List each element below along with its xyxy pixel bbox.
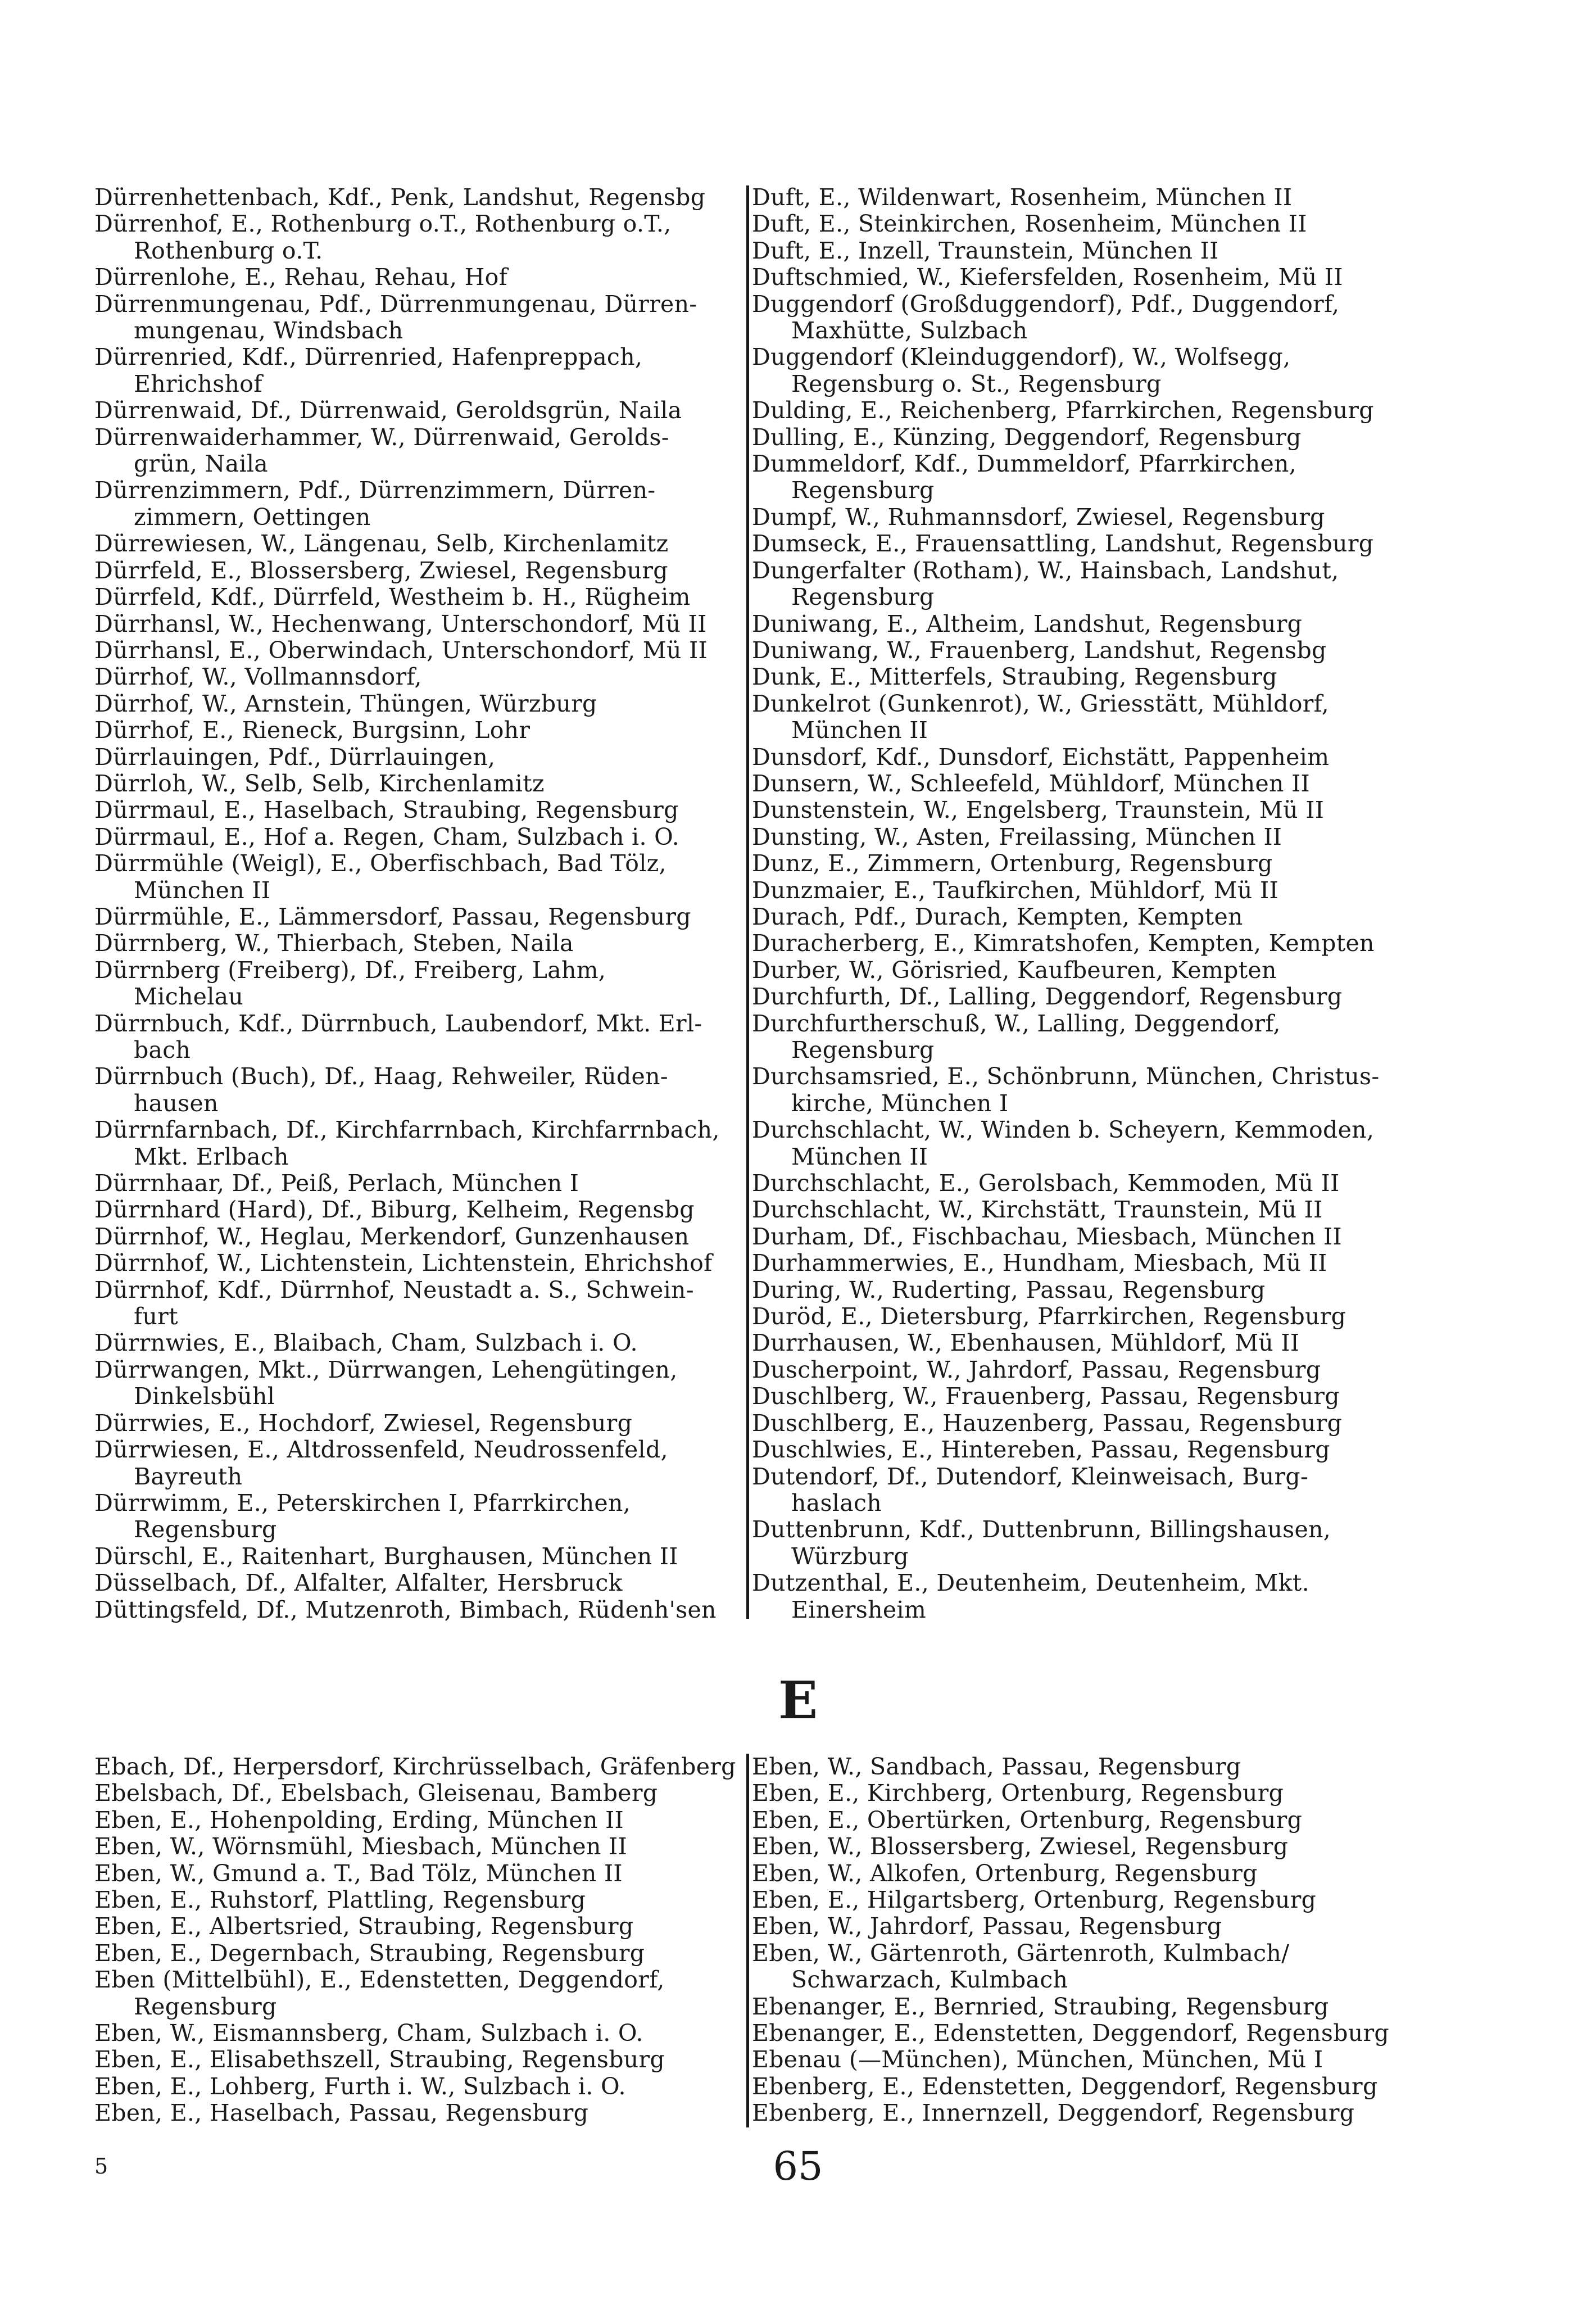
index-entry: Ebenberg, E., Edenstetten, Deggendorf, Regensburg: [752, 2073, 1378, 2100]
index-entry: Dürrmaul, E., Hof a. Regen, Cham, Sulzbach i. O.: [94, 823, 679, 850]
index-entry: Dürrfeld, E., Blossersberg, Zwiesel, Regensburg: [94, 557, 668, 584]
index-entry: Ebach, Df., Herpersdorf, Kirchrüsselbach, Gräfenberg: [94, 1754, 736, 1780]
index-entry: Dürrnberg (Freiberg), Df., Freiberg, Lahm,: [94, 957, 606, 984]
index-entry: Dürrnbuch (Buch), Df., Haag, Rehweiler, Rüden-: [94, 1063, 668, 1090]
index-entry: Dummeldorf, Kdf., Dummeldorf, Pfarrkirchen,: [752, 451, 1297, 478]
index-entry: Dürschl, E., Raitenhart, Burghausen, München II: [94, 1543, 678, 1570]
index-entry: Eben, W., Jahrdorf, Passau, Regensburg: [752, 1913, 1222, 1940]
index-entry-continuation: Regensburg: [791, 1037, 935, 1063]
index-entry: Düttingsfeld, Df., Mutzenroth, Bimbach, Rüdenh'sen: [94, 1596, 717, 1623]
index-entry-continuation: Regensburg: [791, 584, 935, 611]
index-entry: Durchfurth, Df., Lalling, Deggendorf, Regensburg: [752, 984, 1343, 1011]
index-entry: Dürrenzimmern, Pdf., Dürrenzimmern, Dürren-: [94, 477, 656, 504]
index-entry: Dumpf, W., Ruhmannsdorf, Zwiesel, Regensburg: [752, 504, 1325, 531]
index-entry: Dunzmaier, E., Taufkirchen, Mühldorf, Mü II: [752, 877, 1278, 904]
index-entry: Dutzenthal, E., Deutenheim, Deutenheim, Mkt.: [752, 1570, 1309, 1597]
index-entry: Durham, Df., Fischbachau, Miesbach, München II: [752, 1223, 1342, 1250]
index-entry: Eben, W., Gmund a. T., Bad Tölz, München II: [94, 1860, 623, 1887]
index-entry: Dunsting, W., Asten, Freilassing, München II: [752, 823, 1282, 850]
index-entry: Dürrhof, W., Arnstein, Thüngen, Würzburg: [94, 690, 597, 717]
index-entry: Dunz, E., Zimmern, Ortenburg, Regensburg: [752, 850, 1273, 877]
index-entry: Dungerfalter (Rotham), W., Hainsbach, Landshut,: [752, 557, 1339, 584]
index-entry: Duröd, E., Dietersburg, Pfarrkirchen, Regensburg: [752, 1303, 1346, 1330]
index-entry: Dutendorf, Df., Dutendorf, Kleinweisach, Burg-: [752, 1463, 1309, 1490]
index-entry-continuation: hausen: [134, 1090, 219, 1117]
index-entry-continuation: grün, Naila: [134, 451, 269, 478]
index-entry-continuation: furt: [134, 1303, 178, 1330]
index-entry-continuation: Mkt. Erlbach: [134, 1143, 289, 1170]
index-entry: Eben, E., Elisabethszell, Straubing, Regensburg: [94, 2047, 665, 2073]
index-entry: Dürrwimm, E., Peterskirchen I, Pfarrkirchen,: [94, 1489, 631, 1516]
index-entry: Dürrnhard (Hard), Df., Biburg, Kelheim, Regensbg: [94, 1197, 695, 1224]
index-entry: Duftschmied, W., Kiefersfelden, Rosenheim, Mü II: [752, 264, 1343, 291]
index-entry: Eben, E., Haselbach, Passau, Regensburg: [94, 2100, 589, 2127]
index-entry-continuation: München II: [791, 717, 928, 744]
index-entry: Eben, W., Alkofen, Ortenburg, Regensburg: [752, 1860, 1258, 1887]
index-entry: Dürrnberg, W., Thierbach, Steben, Naila: [94, 930, 574, 957]
index-entry: Dunk, E., Mitterfels, Straubing, Regensburg: [752, 664, 1277, 691]
section-letter-heading: E: [778, 1670, 818, 1731]
index-entry: Duttenbrunn, Kdf., Duttenbrunn, Billingshausen,: [752, 1516, 1331, 1543]
index-entry: Duft, E., Wildenwart, Rosenheim, München II: [752, 184, 1293, 211]
index-entry: Durach, Pdf., Durach, Kempten, Kempten: [752, 903, 1243, 930]
index-entry: Dumseck, E., Frauensattling, Landshut, Regensburg: [752, 531, 1374, 558]
index-entry-continuation: Würzburg: [791, 1543, 909, 1570]
index-entry: Duniwang, W., Frauenberg, Landshut, Regensbg: [752, 637, 1327, 664]
index-entry: Duggendorf (Großduggendorf), Pdf., Duggendorf,: [752, 291, 1340, 318]
index-entry: Dulding, E., Reichenberg, Pfarrkirchen, Regensburg: [752, 397, 1374, 424]
index-entry: Düsselbach, Df., Alfalter, Alfalter, Hersbruck: [94, 1570, 623, 1597]
index-entry-continuation: Ehrichshof: [134, 370, 262, 397]
index-entry: Eben, E., Hilgartsberg, Ortenburg, Regensburg: [752, 1887, 1317, 1914]
index-entry: Dürrnhof, W., Lichtenstein, Lichtenstein, Ehrichshof: [94, 1250, 713, 1277]
index-entry-continuation: Regensburg o. St., Regensburg: [791, 370, 1162, 397]
index-entry: Ebelsbach, Df., Ebelsbach, Gleisenau, Bamberg: [94, 1780, 658, 1807]
index-entry: Dunsdorf, Kdf., Dunsdorf, Eichstätt, Pappenheim: [752, 744, 1330, 771]
index-entry: Eben (Mittelbühl), E., Edenstetten, Deggendorf,: [94, 1967, 665, 1994]
index-entry: Dürrhansl, E., Oberwindach, Unterschondorf, Mü II: [94, 637, 708, 664]
top-left-column: [94, 184, 741, 1623]
index-entry: Durhammerwies, E., Hundham, Miesbach, Mü II: [752, 1250, 1327, 1277]
index-entry: Ebenau (—München), München, München, Mü I: [752, 2047, 1323, 2073]
index-entry: Dunsern, W., Schleefeld, Mühldorf, München II: [752, 770, 1311, 797]
index-entry-continuation: haslach: [791, 1489, 882, 1516]
index-entry: Duschlwies, E., Hintereben, Passau, Regensburg: [752, 1437, 1330, 1464]
index-entry: Eben, E., Ruhstorf, Plattling, Regensburg: [94, 1887, 586, 1914]
index-entry: Eben, W., Sandbach, Passau, Regensburg: [752, 1754, 1241, 1780]
index-entry: Durchschlacht, W., Kirchstätt, Traunstein, Mü II: [752, 1197, 1323, 1224]
bottom-left-column: [94, 1754, 741, 2127]
index-entry: Dürrenhof, E., Rothenburg o.T., Rothenburg o.T.,: [94, 211, 672, 238]
page-number: 65: [773, 2143, 823, 2189]
index-entry-continuation: mungenau, Windsbach: [134, 318, 403, 345]
index-entry: Dürrloh, W., Selb, Selb, Kirchenlamitz: [94, 770, 545, 797]
index-entry: Dürrenlohe, E., Rehau, Rehau, Hof: [94, 264, 508, 291]
index-entry: Durber, W., Görisried, Kaufbeuren, Kempten: [752, 957, 1277, 984]
top-right-column: [752, 184, 1390, 1623]
index-entry: Dürrenhettenbach, Kdf., Penk, Landshut, Regensbg: [94, 184, 706, 211]
index-entry: Dürrmühle, E., Lämmersdorf, Passau, Regensburg: [94, 903, 691, 930]
index-entry-continuation: Regensburg: [134, 1516, 277, 1543]
index-entry: Dürrewiesen, W., Längenau, Selb, Kirchenlamitz: [94, 531, 669, 558]
index-entry-continuation: zimmern, Oettingen: [134, 504, 371, 531]
index-entry: Duracherberg, E., Kimratshofen, Kempten, Kempten: [752, 930, 1375, 957]
column-divider-top: [746, 185, 749, 1619]
index-entry-continuation: München II: [134, 877, 271, 904]
index-entry: Durrhausen, W., Ebenhausen, Mühldorf, Mü II: [752, 1330, 1300, 1357]
index-entry: Dürrhansl, W., Hechenwang, Unterschondorf, Mü II: [94, 610, 707, 637]
index-entry: Dunstenstein, W., Engelsberg, Traunstein, Mü II: [752, 797, 1325, 824]
index-entry: Durchfurtherschuß, W., Lalling, Deggendorf,: [752, 1010, 1281, 1037]
index-entry: Eben, E., Lohberg, Furth i. W., Sulzbach i. O.: [94, 2073, 626, 2100]
index-entry: Dunkelrot (Gunkenrot), W., Griesstätt, Mühldorf,: [752, 690, 1329, 717]
index-entry: Dürrwiesen, E., Altdrossenfeld, Neudrossenfeld,: [94, 1437, 668, 1464]
index-entry: Durchschlacht, W., Winden b. Scheyern, Kemmoden,: [752, 1117, 1375, 1144]
index-entry: Duschlberg, E., Hauzenberg, Passau, Regensburg: [752, 1410, 1343, 1437]
index-entry: Dürrnfarnbach, Df., Kirchfarrnbach, Kirchfarrnbach,: [94, 1117, 720, 1144]
index-entry-continuation: Maxhütte, Sulzbach: [791, 318, 1028, 345]
index-entry: Eben, W., Eismannsberg, Cham, Sulzbach i. O.: [94, 2020, 643, 2047]
index-entry: Durchschlacht, E., Gerolsbach, Kemmoden, Mü II: [752, 1170, 1340, 1197]
index-entry: Eben, W., Gärtenroth, Gärtenroth, Kulmbach/: [752, 1940, 1290, 1967]
index-entry: Duniwang, E., Altheim, Landshut, Regensburg: [752, 610, 1303, 637]
index-entry: Dürrwangen, Mkt., Dürrwangen, Lehengütingen,: [94, 1356, 678, 1383]
index-entry: Dürrenwaiderhammer, W., Dürrenwaid, Gerolds-: [94, 424, 669, 451]
index-entry-continuation: Einersheim: [791, 1596, 927, 1623]
index-entry: Dürrnhof, Kdf., Dürrnhof, Neustadt a. S., Schwein-: [94, 1276, 694, 1303]
index-entry-continuation: Dinkelsbühl: [134, 1383, 275, 1410]
bottom-right-column: [752, 1754, 1390, 2127]
index-entry: Dürrhof, W., Vollmannsdorf,: [94, 664, 422, 691]
index-entry: Eben, E., Kirchberg, Ortenburg, Regensburg: [752, 1780, 1284, 1807]
index-entry: Dürrhof, E., Rieneck, Burgsinn, Lohr: [94, 717, 531, 744]
index-entry-continuation: kirche, München I: [791, 1090, 1009, 1117]
index-entry-continuation: München II: [791, 1143, 928, 1170]
index-entry: Dulling, E., Künzing, Deggendorf, Regensburg: [752, 424, 1302, 451]
index-entry-continuation: Michelau: [134, 984, 244, 1011]
index-entry: Ebenanger, E., Edenstetten, Deggendorf, Regensburg: [752, 2020, 1389, 2047]
index-entry: Durchsamsried, E., Schönbrunn, München, Christus-: [752, 1063, 1380, 1090]
index-entry-continuation: Schwarzach, Kulmbach: [791, 1967, 1068, 1994]
index-entry-continuation: Regensburg: [134, 1993, 277, 2020]
index-entry-continuation: Bayreuth: [134, 1463, 243, 1490]
index-entry: Eben, E., Albertsried, Straubing, Regensburg: [94, 1913, 634, 1940]
column-divider-bottom: [746, 1754, 749, 2127]
index-entry-continuation: Regensburg: [791, 477, 935, 504]
index-entry: Dürrenmungenau, Pdf., Dürrenmungenau, Dürren-: [94, 291, 697, 318]
index-entry: Eben, W., Blossersberg, Zwiesel, Regensburg: [752, 1833, 1289, 1860]
index-entry-continuation: bach: [134, 1037, 191, 1063]
index-entry: Dürrnbuch, Kdf., Dürrnbuch, Laubendorf, Mkt. Erl-: [94, 1010, 702, 1037]
signature-mark: 5: [94, 2154, 108, 2179]
index-entry: Dürrmaul, E., Haselbach, Straubing, Regensburg: [94, 797, 679, 824]
index-entry: Eben, E., Hohenpolding, Erding, München II: [94, 1807, 624, 1833]
index-entry: Ebenberg, E., Innernzell, Deggendorf, Regensburg: [752, 2100, 1355, 2127]
index-entry: During, W., Ruderting, Passau, Regensburg: [752, 1276, 1266, 1303]
index-entry: Dürrenried, Kdf., Dürrenried, Hafenpreppach,: [94, 344, 643, 371]
index-entry: Duft, E., Steinkirchen, Rosenheim, München II: [752, 211, 1307, 238]
index-entry: Dürrnhaar, Df., Peiß, Perlach, München I: [94, 1170, 579, 1197]
index-entry: Eben, E., Degernbach, Straubing, Regensburg: [94, 1940, 645, 1967]
index-entry: Dürrfeld, Kdf., Dürrfeld, Westheim b. H., Rügheim: [94, 584, 691, 611]
index-entry: Dürrwies, E., Hochdorf, Zwiesel, Regensburg: [94, 1410, 633, 1437]
index-entry: Eben, W., Wörnsmühl, Miesbach, München II: [94, 1833, 628, 1860]
index-entry: Dürrnwies, E., Blaibach, Cham, Sulzbach i. O.: [94, 1330, 638, 1357]
index-entry: Eben, E., Obertürken, Ortenburg, Regensburg: [752, 1807, 1303, 1833]
index-entry: Duggendorf (Kleinduggendorf), W., Wolfsegg,: [752, 344, 1291, 371]
index-entry-continuation: Rothenburg o.T.: [134, 237, 323, 264]
index-entry: Dürrnhof, W., Heglau, Merkendorf, Gunzenhausen: [94, 1223, 690, 1250]
index-entry: Dürrenwaid, Df., Dürrenwaid, Geroldsgrün, Naila: [94, 397, 682, 424]
index-entry: Duft, E., Inzell, Traunstein, München II: [752, 237, 1219, 264]
index-entry: Dürrmühle (Weigl), E., Oberfischbach, Bad Tölz,: [94, 850, 666, 877]
index-entry: Ebenanger, E., Bernried, Straubing, Regensburg: [752, 1993, 1329, 2020]
index-entry: Dürrlauingen, Pdf., Dürrlauingen,: [94, 744, 496, 771]
index-entry: Duscherpoint, W., Jahrdorf, Passau, Regensburg: [752, 1356, 1321, 1383]
index-entry: Duschlberg, W., Frauenberg, Passau, Regensburg: [752, 1383, 1340, 1410]
